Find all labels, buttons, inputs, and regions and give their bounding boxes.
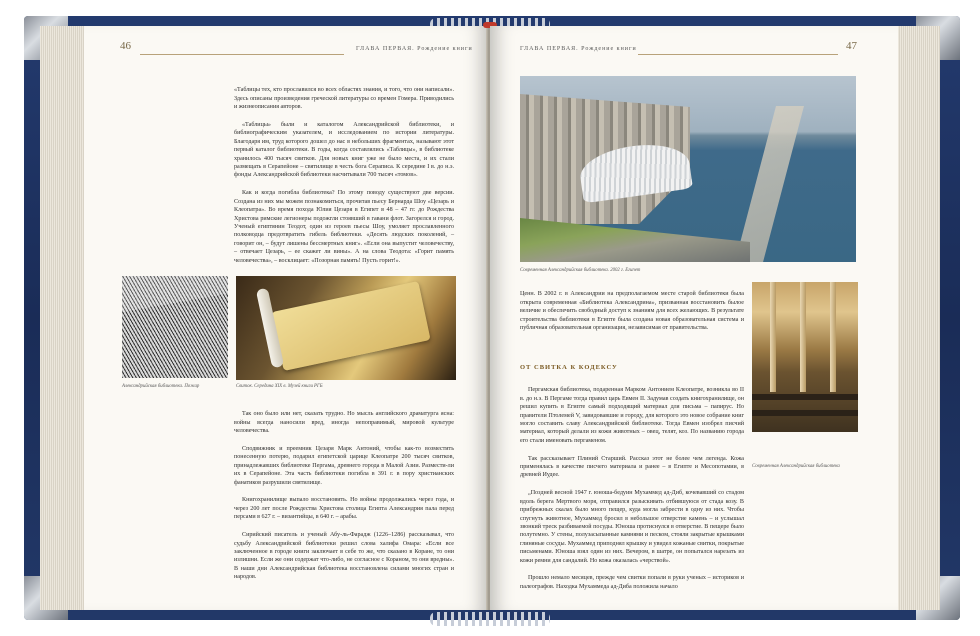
page-edges-left bbox=[40, 26, 86, 610]
scroll-photo bbox=[236, 276, 456, 380]
paragraph: Так рассказывает Плиний Старший. Рассказ этот не более чем легенда. Кожа применялась в качестве писчего материала и ранее – в Египте и Месопотамии, в древней Иудее. bbox=[520, 455, 744, 479]
spine-ornament-bottom bbox=[430, 612, 550, 626]
paragraph: Пергамская библиотека, подаренная Марком Антонием Клеопатре, возникла во II в. до н.э. В Пергаме тогда правил царь Евмен II. Задумав создать книгохранилище, он решил купить в Египте самый подходящий материал для письма – папирус. Но правители Птолемей V, завидовавшие и городу, для которого это новое собрание книг могло составить славу Александрийской библиотеке. Тогда Евмен изобрел писчий материал, который делали из кожи животных – овец, телят, коз. По названию города его стали именовать пергаменом. bbox=[520, 387, 744, 444]
alexandria-city-photo bbox=[520, 76, 856, 262]
page-number-right: 47 bbox=[846, 40, 857, 52]
text-block-top bbox=[234, 78, 454, 274]
text-block-bottom bbox=[234, 402, 454, 591]
caption-fire: Александрийская библиотека. Пожар bbox=[122, 384, 200, 389]
caption-reading-room: Современная Александрийская библиотека bbox=[752, 464, 840, 469]
text-block-main bbox=[520, 378, 744, 601]
left-page bbox=[84, 26, 488, 610]
reading-room-photo bbox=[752, 282, 858, 432]
paragraph: Сподвижник и преемник Цезаря Марк Антоний, чтобы как-то возместить понесенную потерю, подарил египетской царице Клеопатре 200 тысяч свитков, принадлежавших библиотеке Пергама, древнего города в Малой Азии. Размести-ли их в Серапейоне. Эта часть библиотеки погибла в 391 г. в пору христианских фанатиков разрушили святилище. bbox=[234, 446, 454, 486]
paragraph: Как и когда погибла библиотека? По этому поводу существуют две версии. Создана из них мы можем познакомиться, прочитав пьесу Бернарда Шоу «Цезарь и Клеопатра». Во время похода Юлия Цезаря в Египет в 48 – 47 гг. до Рождества Христова римские легионеры подожгли стоявший в гавани флот. Загорелся и город. Ученый египтянин Теодот, один из героев пьесы Шоу, умоляет прославленного полководца предотвратить гибель библиотеки. «Десять людских поколений, – говорит он, – будут лишены бессмертных книг». «Если она выпустит человечеству, – отвечает Цезарь, – ее скажет ли вины». А на слова Теодота: «Горит память человечества», – восклицает: «Позорная память! Пусть горит!». bbox=[234, 190, 454, 264]
right-page bbox=[490, 26, 898, 610]
header-rule bbox=[140, 54, 344, 55]
running-header-left: ГЛАВА ПЕРВАЯ. Рождение книги bbox=[356, 46, 473, 52]
paragraph: „Поздней весной 1947 г. юноша-бедуин Мухаммед ад-Диб, кочевавший со стадом вдоль берега Мертвого моря, отправился разыскивать отбившуюся от стада козу. В прибрежных скалах было много пещер, куда могла забрести в одну из них. Чтобы спугнуть животное, Мухаммед бросил в небольшое отверстие камень – и услышал звонкий треск разбиваемой посуды. Юноша протиснулся в отверстие. В пещере было полутемно. У стены, полузасыпанные камнями и песком, стояли закрытые крышками глиняные сосуды. Мухаммед приподнял крышку и увидел кожаные свитки, покрытые письменами. Юноша взял один из них. Вечером, в шатре, он попытался нарезать из кожи ремни для сандалий. Но кожа оказалась «черствой». bbox=[520, 490, 744, 564]
page-number-left: 46 bbox=[120, 40, 131, 52]
paragraph: Ценн. В 2002 г. в Александрии на предполагаемом месте старой библиотеки была открыта современная «Библиотека Александрина», призванная восстановить былое величие и обеспечить свободный доступ к знаниям для всех желающих. В результате строительства библиотеки в Египте была создана новая образовательная система и публичная образовательная организация, независимая от правительства. bbox=[520, 291, 744, 332]
paragraph: Сирийский писатель и ученый Абу-ль-Фарадж (1226–1286) рассказывал, что судьбу Александрийской библиотеки решил слова халифа Омара: «Если все заключенное в городе книги заключает в себе то же, что сказано в Коране, то они излишни. Если же они содержат что-либо, не согласное с Кораном, то они вредны». В наши дни Александрийская библиотека восстановлена силами многих стран и народов. bbox=[234, 532, 454, 581]
caption-scroll: Свиток. Середина XIX в. Музей книги РГБ bbox=[236, 384, 323, 389]
section-heading: ОТ СВИТКА К КОДЕКСУ bbox=[520, 364, 618, 371]
header-rule bbox=[638, 54, 838, 55]
fire-engraving-image bbox=[122, 276, 228, 378]
caption-city: Современная Александрийская библиотека. 2002 г. Египет bbox=[520, 268, 641, 273]
paragraph: «Таблицы» были и каталогом Александрийской библиотеки, и библиографическим указателем, и исследованием по истории литературы. Благодаря им, труд которого дошел до нас в небольших фрагментах, называют этот первый каталог библиотеки. В годы, когда составлялись «Таблицы», в библиотеке хранилось 400 тысяч свитков. Для новых книг уже не было места, и их стали размещать в Серапейоне – святилище в честь бога Сераписа. К середине I в. до н.э. фонды Александрийской библиотеки насчитывали 700 тысяч «томов». bbox=[234, 122, 454, 179]
paragraph: Прошло немало месяцев, прежде чем свитки попали в руки ученых – историков и палеографов. Находка Мухаммеда ад-Диба положила начало bbox=[520, 575, 744, 590]
text-block-intro bbox=[520, 282, 744, 342]
paragraph: Так оно было или нет, сказать трудно. Но мысль английского драматурга ясна: войны всегда наносили вред, иногда непоправимый, мировой культуре человечества. bbox=[234, 411, 454, 435]
running-header-right: ГЛАВА ПЕРВАЯ. Рождение книги bbox=[520, 46, 637, 52]
page-edges-right bbox=[896, 26, 940, 610]
paragraph: Книгохранилище выпало восстановить. Но войны продолжались через года, и через 200 лет после Рождества Христова столица Египта Александрия пала перед персами в 627 г. – византийцы, в 640 г. – арабы. bbox=[234, 497, 454, 521]
paragraph: «Таблицы тех, кто прославился во всех областях знания, и того, что они написали». Здесь описаны произведения греческой литературы со времен Гомера. Приводились и жизнеописания авторов. bbox=[234, 87, 454, 111]
